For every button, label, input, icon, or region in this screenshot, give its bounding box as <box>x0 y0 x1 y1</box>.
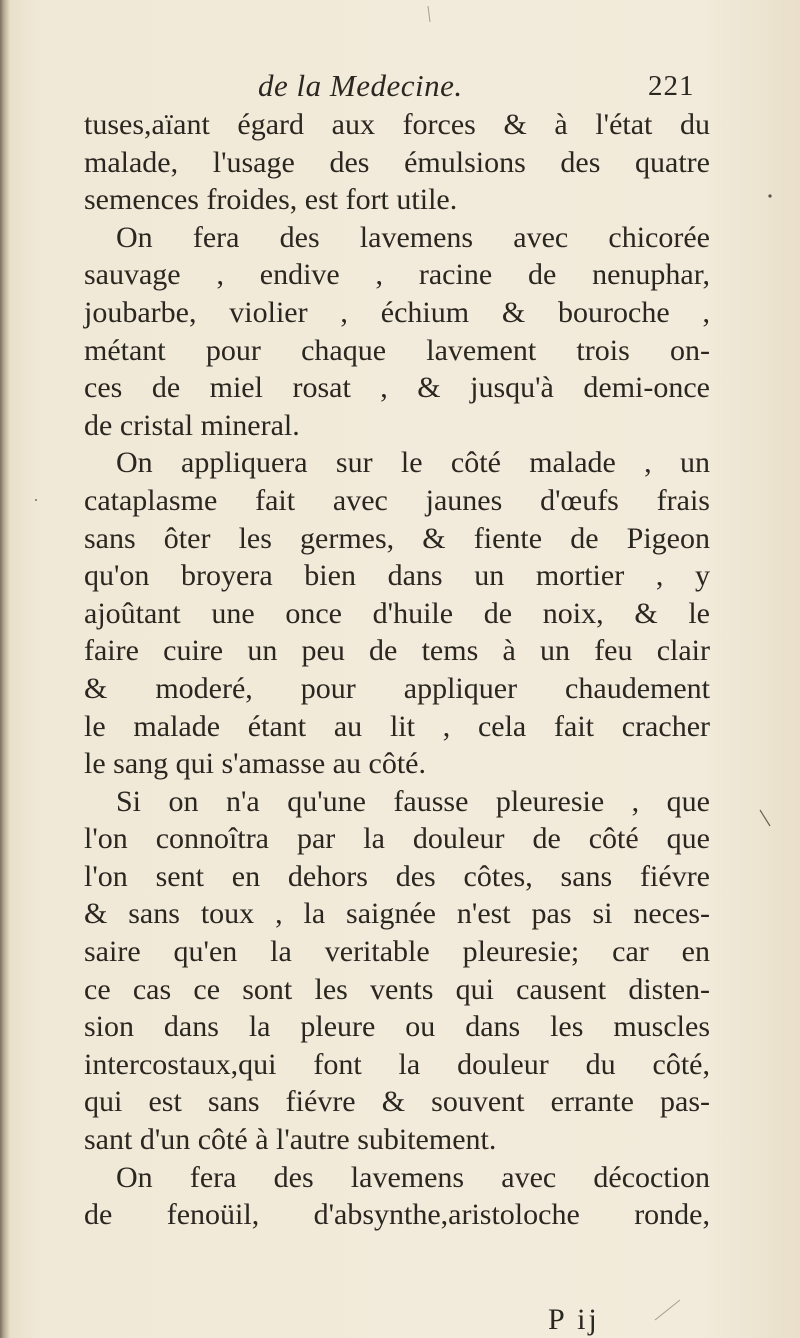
text-line: cataplasme fait avec jaunes d'œufs frais <box>84 483 710 517</box>
text-line: saire qu'en la veritable pleuresie; car en <box>84 935 710 969</box>
text-line: ces de miel rosat , & jusqu'à demi-once <box>84 371 710 405</box>
text-line: semences froides, est fort utile. <box>84 183 458 217</box>
text-line: l'on sent en dehors des côtes, sans fiévre <box>84 859 710 893</box>
text-line: tuses,aïant égard aux forces & à l'état du <box>84 108 710 141</box>
text-line: On appliquera sur le côté malade , un <box>116 446 710 480</box>
text-line: de cristal mineral. <box>84 408 300 442</box>
text-line: sion dans la pleure ou dans les muscles <box>84 1010 710 1044</box>
page-number: 221 <box>648 70 695 102</box>
text-line: On fera des lavemens avec chicorée <box>116 220 710 254</box>
page-gutter-shadow <box>0 0 10 1338</box>
text-line: l'on connoîtra par la douleur de côté que <box>84 822 710 856</box>
text-line: sans ôter les germes, & fiente de Pigeon <box>84 521 710 555</box>
text-line: & sans toux , la saignée n'est pas si neces- <box>84 897 710 931</box>
body-text <box>84 106 710 1234</box>
text-line: Si on n'a qu'une fausse pleuresie , que <box>116 784 710 818</box>
text-line: sant d'un côté à l'autre subitement. <box>84 1123 497 1157</box>
text-line: métant pour chaque lavement trois on- <box>84 333 710 367</box>
text-line: de fenoüil, d'absynthe,aristoloche ronde, <box>84 1198 710 1232</box>
text-line: On fera des lavemens avec décoction <box>116 1160 710 1194</box>
page-header <box>0 68 800 108</box>
text-line: sauvage , endive , racine de nenuphar, <box>84 258 710 292</box>
text-line: joubarbe, violier , échium & bouroche , <box>84 295 710 329</box>
text-line: qui est sans fiévre & souvent errante pas- <box>84 1085 710 1119</box>
text-line: ajoûtant une once d'huile de noix, & le <box>84 596 710 630</box>
text-line: le sang qui s'amasse au côté. <box>84 747 426 781</box>
text-line: intercostaux,qui font la douleur du côté, <box>84 1047 710 1081</box>
text-line: faire cuire un peu de tems à un feu clair <box>84 634 710 668</box>
text-line: & moderé, pour appliquer chaudement <box>84 671 710 705</box>
text-line: qu'on broyera bien dans un mortier , y <box>84 559 710 593</box>
text-line: ce cas ce sont les vents qui causent disten- <box>84 972 710 1006</box>
text-line: malade, l'usage des émulsions des quatre <box>84 145 710 179</box>
signature-mark: P ij <box>548 1303 600 1336</box>
running-title: de la Medecine. <box>258 68 463 103</box>
text-line: le malade étant au lit , cela fait cracher <box>84 709 710 743</box>
